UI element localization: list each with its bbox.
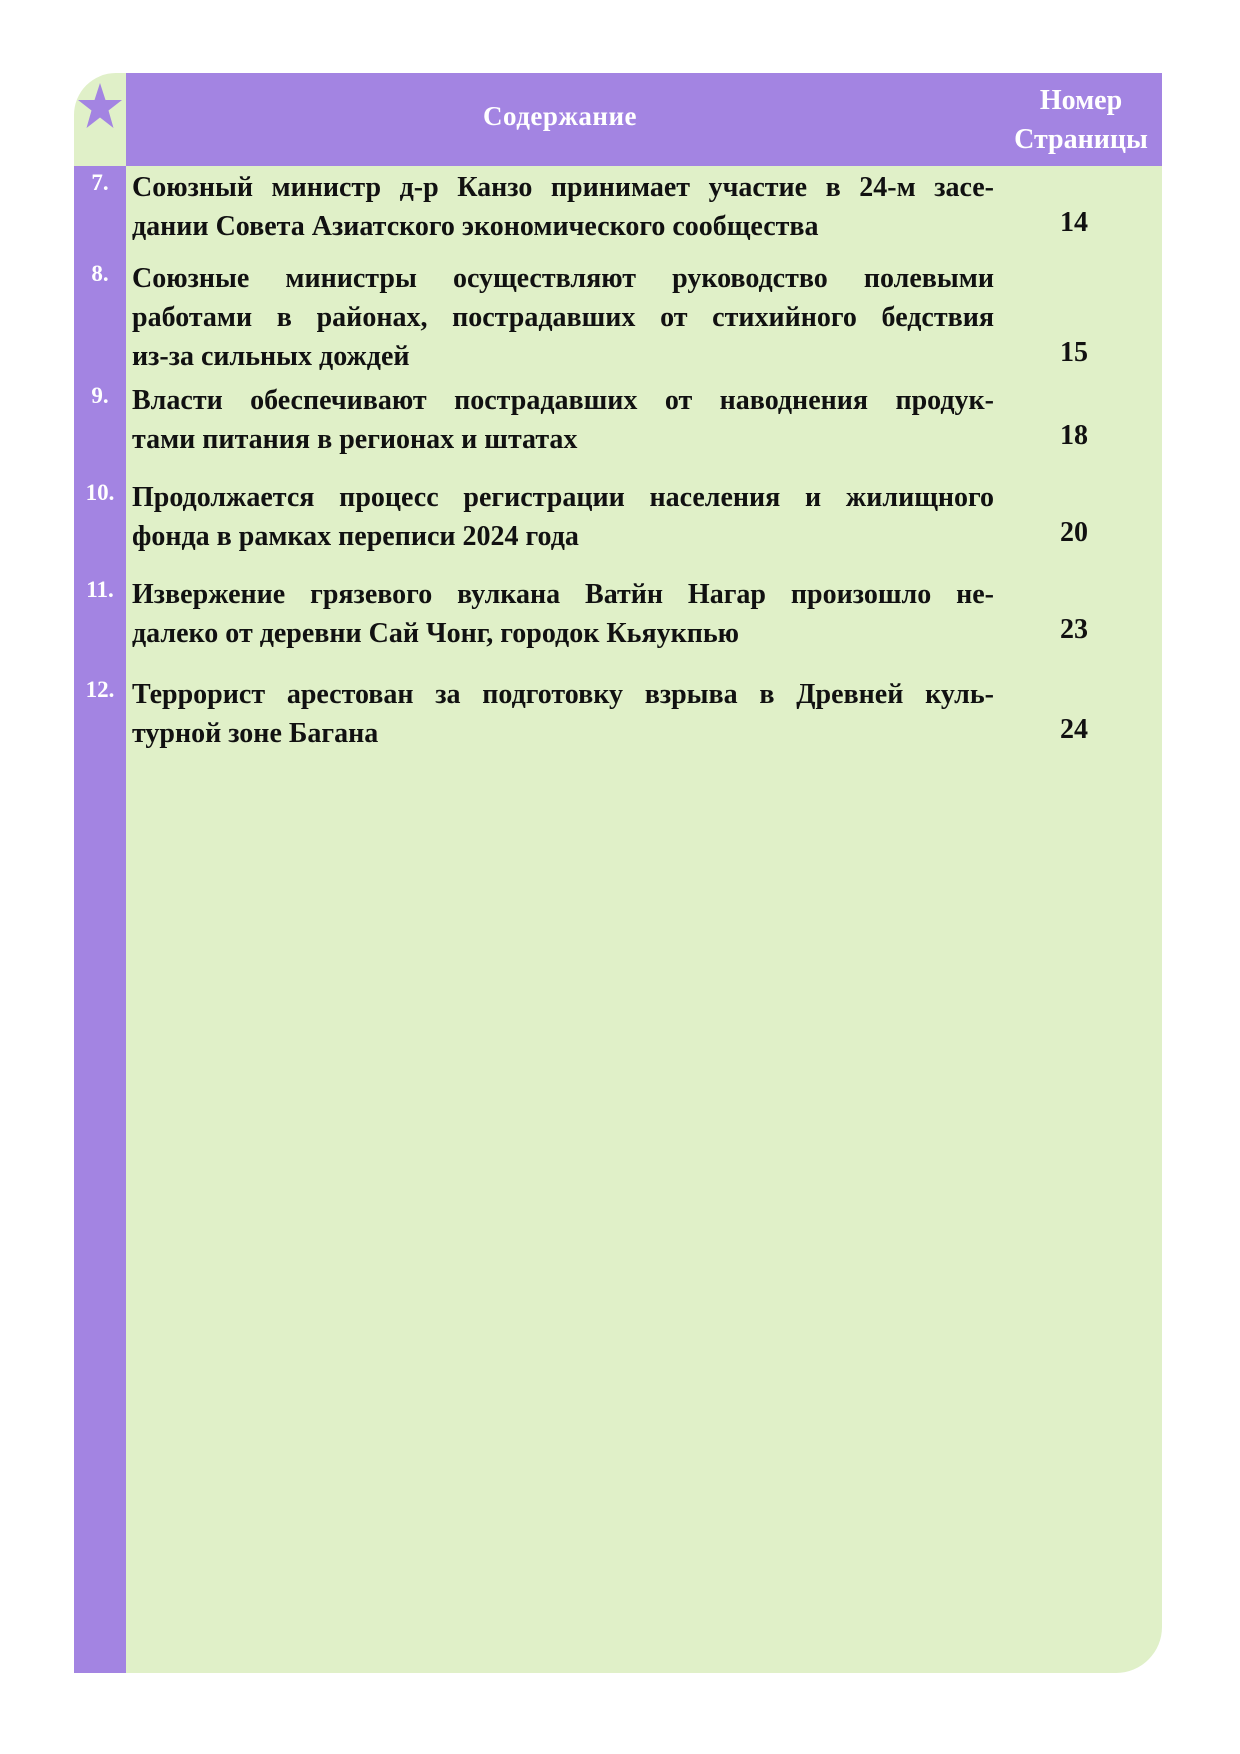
entry-title-line: Продолжается процесс регистрации населения и жилищного bbox=[132, 482, 994, 513]
contents-panel bbox=[74, 73, 1162, 1673]
entry-title-line: Террорист арестован за подготовку взрыва в Древней куль- bbox=[132, 679, 994, 710]
table-header bbox=[126, 73, 1162, 166]
entry-title-line: работами в районах, пострадавших от стихийного бедствия bbox=[132, 302, 994, 333]
entry-page-number: 15 bbox=[1060, 337, 1088, 368]
entry-title bbox=[132, 575, 994, 653]
entry-number: 9. bbox=[91, 383, 109, 408]
entry-title bbox=[132, 675, 994, 753]
page-number-heading-line1: Номер bbox=[1039, 85, 1123, 116]
entry-title-line: турной зоне Багана bbox=[132, 718, 379, 749]
entry-title-line: Союзные министры осуществляют руководство полевыми bbox=[132, 263, 994, 294]
entry-title-line: Извержение грязевого вулкана Ватйн Нагар произошло не- bbox=[132, 579, 994, 610]
entry-title bbox=[132, 381, 994, 459]
entry-number: 10. bbox=[85, 480, 115, 505]
entry-title bbox=[132, 478, 994, 556]
entry-page-number: 24 bbox=[1060, 714, 1088, 745]
entry-number: 11. bbox=[86, 577, 114, 602]
entry-number: 8. bbox=[91, 261, 109, 286]
entry-title bbox=[132, 259, 994, 376]
entry-page-number: 23 bbox=[1060, 614, 1088, 645]
entry-title-line: фонда в рамках переписи 2024 года bbox=[132, 521, 579, 552]
entry-number: 7. bbox=[91, 170, 109, 195]
star-icon bbox=[78, 81, 122, 133]
entry-title-line: Власти обеспечивают пострадавших от наводнения продук- bbox=[132, 385, 994, 416]
entry-title-line: дании Совета Азиатского экономического сообщества bbox=[132, 211, 819, 242]
page-number-heading-line2: Страницы bbox=[1014, 124, 1148, 155]
entry-title-line: из-за сильных дождей bbox=[132, 341, 410, 372]
entry-title-line: Союзный министр д-р Канзо принимает участие в 24-м засе- bbox=[132, 172, 994, 203]
entry-title-line: тами питания в регионах и штатах bbox=[132, 424, 578, 455]
entry-page-number: 18 bbox=[1060, 420, 1088, 451]
entry-title bbox=[132, 168, 994, 246]
entry-page-number: 20 bbox=[1060, 517, 1088, 548]
entry-page-number: 14 bbox=[1060, 207, 1088, 238]
entry-title-line: далеко от деревни Сай Чонг, городок Кьяукпью bbox=[132, 618, 740, 649]
contents-heading: Содержание bbox=[482, 101, 638, 131]
page-number-heading bbox=[1006, 81, 1156, 159]
entry-number: 12. bbox=[85, 677, 115, 702]
